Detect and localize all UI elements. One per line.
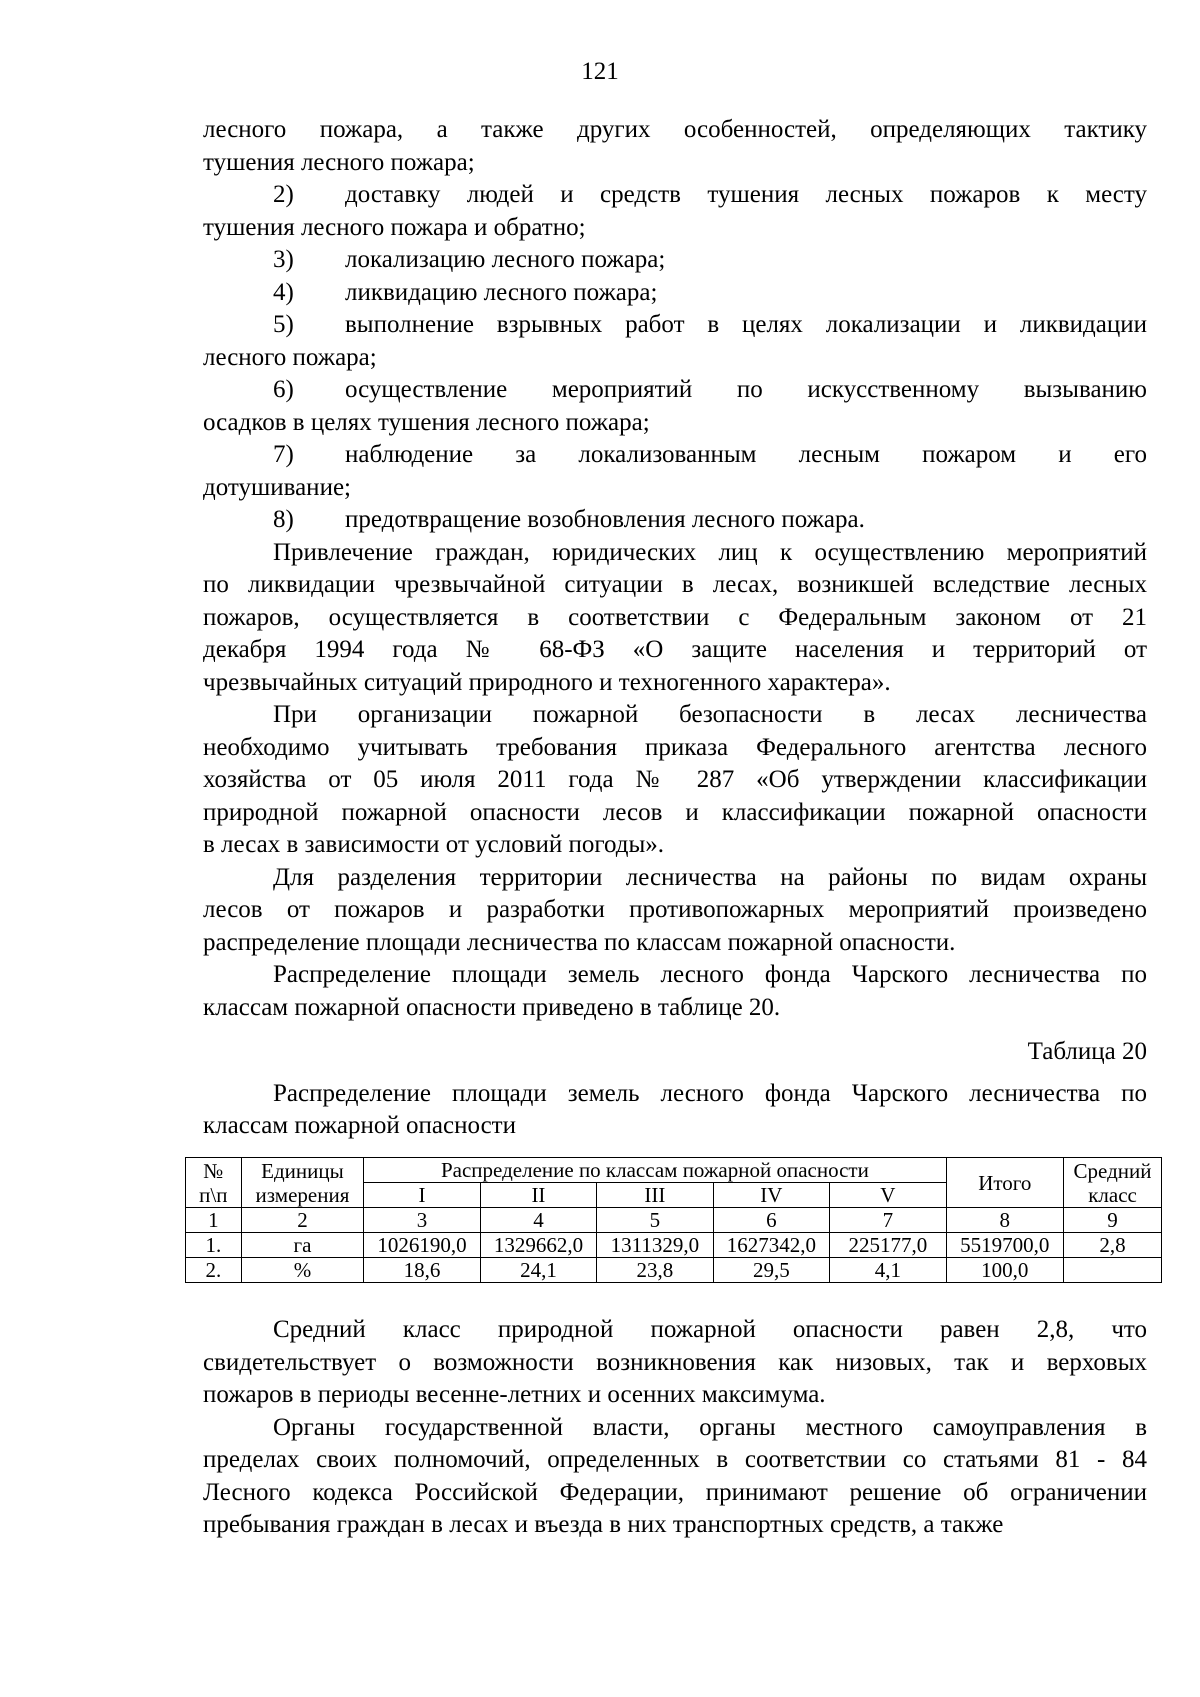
list-item-number: 6) [273,376,294,403]
column-number-cell: 6 [713,1208,829,1233]
list-item [203,244,1147,277]
column-number-cell: 1 [186,1208,242,1233]
column-number-cell: 4 [480,1208,596,1233]
paragraph-line: пределах своих полномочий, определенных в соответствии со статьями 81 - 84 [203,1446,1147,1473]
table-cell: 225177,0 [830,1233,946,1258]
list-item-text: доставку людей и средств тушения лесных пожаров к месту [345,181,1147,208]
numbered-list [203,179,1147,537]
header-distribution: Распределение по классам пожарной опасности [364,1158,946,1183]
table-cell: 1026190,0 [364,1233,480,1258]
table-cell: 1. [186,1233,242,1258]
table-row [186,1258,1162,1283]
table-cell: 100,0 [946,1258,1063,1283]
column-number-cell: 8 [946,1208,1063,1233]
paragraph-line: распределение площади лесничества по классам пожарной опасности. [203,928,956,956]
document-body [203,114,1147,1143]
text-line: тушения лесного пожара; [203,148,475,176]
paragraph-line: пребывания граждан в лесах и въезда в них транспортных средств, а также [203,1511,1004,1538]
paragraph-line: хозяйства от 05 июля 2011 года № 287 «Об утверждении классификации [203,766,1147,793]
list-item [203,277,1147,310]
text-line: лесного пожара, а также других особенностей, определяющих тактику [203,116,1147,143]
paragraph-line: свидетельствует о возможности возникновения как низовых, так и верховых [203,1348,1147,1376]
paragraph-line: Распределение площади земель лесного фонда Чарского лесничества по [273,961,1147,988]
list-item-text: предотвращение возобновления лесного пожара. [345,506,865,533]
table-cell: 24,1 [480,1258,596,1283]
column-number-cell: 9 [1064,1208,1162,1233]
list-item [203,179,1147,212]
paragraph-line: в лесах в зависимости от условий погоды». [203,831,665,858]
table-cell: 23,8 [597,1258,713,1283]
table-cell: 1311329,0 [597,1233,713,1258]
header-total: Итого [946,1158,1063,1208]
paragraphs-after-table [203,1314,1147,1542]
class-header-cell: II [480,1183,596,1208]
table-cell: 1627342,0 [713,1233,829,1258]
list-item [203,439,1147,472]
class-header-cell: V [830,1183,946,1208]
paragraph-line: лесов от пожаров и разработки противопожарных мероприятий произведено [203,896,1147,923]
table-cell: 4,1 [830,1258,946,1283]
paragraph-line: Средний класс природной пожарной опасности равен 2,8, что [273,1316,1147,1343]
column-number-cell: 7 [830,1208,946,1233]
paragraph-line: пожаров, осуществляется в соответствии с Федеральным законом от 21 [203,603,1147,631]
list-item-number: 8) [273,506,294,533]
table-cell: 5519700,0 [946,1233,1063,1258]
paragraph-line: Органы государственной власти, органы местного самоуправления в [273,1413,1147,1441]
list-item-number: 5) [273,311,294,338]
paragraph-line: необходимо учитывать требования приказа Федерального агентства лесного [203,733,1147,761]
list-item-text: осуществление мероприятий по искусственному вызыванию [345,376,1147,403]
column-number-cell: 5 [597,1208,713,1233]
header-average-class: Средний класс [1064,1158,1162,1208]
class-header-cell: IV [713,1183,829,1208]
column-number-row [186,1208,1162,1233]
list-item-continuation: лесного пожара; [203,343,377,371]
list-item-continuation: дотушивание; [203,473,351,501]
list-item-number: 2) [273,181,294,208]
class-header-cell: III [597,1183,713,1208]
list-item-number: 4) [273,278,294,306]
column-number-cell: 2 [241,1208,364,1233]
list-item [203,374,1147,407]
paragraphs [203,537,1147,1025]
list-item-text: ликвидацию лесного пожара; [345,278,658,306]
paragraph-line: Для разделения территории лесничества на районы по видам охраны [273,863,1147,891]
class-header-cell: I [364,1183,480,1208]
list-item-continuation: тушения лесного пожара и обратно; [203,213,586,241]
table-title-line-1: Распределение площади земель лесного фонда Чарского лесничества по [273,1079,1147,1107]
table-cell [1064,1258,1162,1283]
list-item-text: выполнение взрывных работ в целях локализации и ликвидации [345,311,1147,338]
table-row [186,1233,1162,1258]
paragraph-line: по ликвидации чрезвычайной ситуации в лесах, возникшей вследствие лесных [203,571,1147,598]
list-item [203,504,1147,537]
header-number: № п\п [186,1158,242,1208]
header-units: Единицы измерения [241,1158,364,1208]
paragraph-line: Лесного кодекса Российской Федерации, принимают решение об ограничении [203,1478,1147,1506]
table-cell: га [241,1233,364,1258]
paragraph-line: пожаров в периоды весенне-летних и осенних максимума. [203,1381,826,1408]
list-item-number: 3) [273,246,294,273]
list-item-number: 7) [273,441,294,468]
paragraph-line: природной пожарной опасности лесов и классификации пожарной опасности [203,798,1147,826]
paragraph-line: При организации пожарной безопасности в лесах лесничества [273,701,1147,728]
list-item-continuation: осадков в целях тушения лесного пожара; [203,408,650,436]
page-number: 121 [581,58,619,85]
table-cell: 18,6 [364,1258,480,1283]
table-cell: 2,8 [1064,1233,1162,1258]
paragraph-line: классам пожарной опасности приведено в таблице 20. [203,993,781,1021]
table-cell: 29,5 [713,1258,829,1283]
table-cell: 1329662,0 [480,1233,596,1258]
paragraph-line: декабря 1994 года № 68-ФЗ «О защите населения и территорий от [203,636,1147,663]
table-cell: % [241,1258,364,1283]
list-item-text: локализацию лесного пожара; [345,246,666,273]
table-title-line-2: классам пожарной опасности [203,1112,516,1139]
column-number-cell: 3 [364,1208,480,1233]
paragraph-line: чрезвычайных ситуаций природного и техногенного характера». [203,668,891,696]
paragraph-line: Привлечение граждан, юридических лиц к осуществлению мероприятий [273,538,1147,566]
table-label: Таблица 20 [1027,1038,1147,1065]
table-cell: 2. [186,1258,242,1283]
fire-hazard-table [185,1157,1162,1283]
list-item-text: наблюдение за локализованным лесным пожаром и его [345,441,1147,468]
list-item [203,309,1147,342]
